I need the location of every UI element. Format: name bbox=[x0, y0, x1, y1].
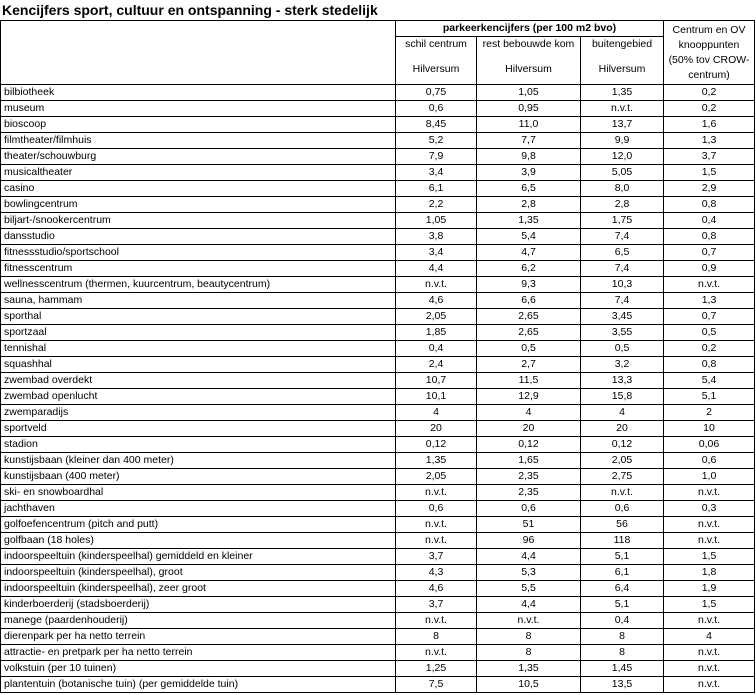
value-cell: 1,35 bbox=[396, 453, 477, 469]
value-cell: 10,7 bbox=[396, 373, 477, 389]
value-cell: 0,8 bbox=[664, 197, 755, 213]
table-row bbox=[1, 677, 755, 693]
value-cell: 1,8 bbox=[664, 565, 755, 581]
value-cell: 1,65 bbox=[477, 453, 581, 469]
value-cell: 2,35 bbox=[477, 485, 581, 501]
value-cell: n.v.t. bbox=[477, 613, 581, 629]
row-label: casino bbox=[1, 181, 396, 197]
row-label: bilbiotheek bbox=[1, 85, 396, 101]
col-header-place: Hilversum bbox=[412, 63, 460, 75]
col-header-rest bbox=[477, 37, 581, 85]
col-header-buiten bbox=[581, 37, 664, 85]
value-cell: 56 bbox=[581, 517, 664, 533]
row-label: sportzaal bbox=[1, 325, 396, 341]
value-cell: 5,4 bbox=[664, 373, 755, 389]
row-label: theater/schouwburg bbox=[1, 149, 396, 165]
value-cell: 4,6 bbox=[396, 581, 477, 597]
table-body bbox=[1, 21, 755, 693]
value-cell: 7,7 bbox=[477, 133, 581, 149]
value-cell: 0,5 bbox=[477, 341, 581, 357]
value-cell: 0,6 bbox=[664, 453, 755, 469]
value-cell: 0,5 bbox=[581, 341, 664, 357]
row-label: bowlingcentrum bbox=[1, 197, 396, 213]
value-cell: 0,3 bbox=[664, 501, 755, 517]
value-cell: 2,9 bbox=[664, 181, 755, 197]
value-cell: 10,5 bbox=[477, 677, 581, 693]
label-header-cell bbox=[1, 21, 396, 85]
value-cell: 1,5 bbox=[664, 165, 755, 181]
value-cell: n.v.t. bbox=[664, 485, 755, 501]
table-row bbox=[1, 453, 755, 469]
value-cell: 2,65 bbox=[477, 325, 581, 341]
value-cell: 8 bbox=[581, 629, 664, 645]
row-label: dansstudio bbox=[1, 229, 396, 245]
row-label: golfoefencentrum (pitch and putt) bbox=[1, 517, 396, 533]
table-row bbox=[1, 645, 755, 661]
row-label: manege (paardenhouderij) bbox=[1, 613, 396, 629]
value-cell: 0,2 bbox=[664, 101, 755, 117]
row-label: musicaltheater bbox=[1, 165, 396, 181]
value-cell: n.v.t. bbox=[664, 517, 755, 533]
value-cell: 2 bbox=[664, 405, 755, 421]
value-cell: 2,05 bbox=[581, 453, 664, 469]
value-cell: 9,8 bbox=[477, 149, 581, 165]
table-row bbox=[1, 165, 755, 181]
value-cell: 1,5 bbox=[664, 597, 755, 613]
row-label: ski- en snowboardhal bbox=[1, 485, 396, 501]
value-cell: 2,35 bbox=[477, 469, 581, 485]
value-cell: 1,85 bbox=[396, 325, 477, 341]
row-label: tennishal bbox=[1, 341, 396, 357]
row-label: zwembad overdekt bbox=[1, 373, 396, 389]
value-cell: 1,75 bbox=[581, 213, 664, 229]
value-cell: 1,35 bbox=[581, 85, 664, 101]
value-cell: 118 bbox=[581, 533, 664, 549]
value-cell: 7,5 bbox=[396, 677, 477, 693]
value-cell: 2,4 bbox=[396, 357, 477, 373]
row-label: plantentuin (botanische tuin) (per gemiddelde tuin) bbox=[1, 677, 396, 693]
value-cell: 0,8 bbox=[664, 229, 755, 245]
value-cell: 4,3 bbox=[396, 565, 477, 581]
value-cell: 2,2 bbox=[396, 197, 477, 213]
table-row bbox=[1, 597, 755, 613]
table-row bbox=[1, 549, 755, 565]
value-cell: 1,25 bbox=[396, 661, 477, 677]
table-row bbox=[1, 613, 755, 629]
centrum-header: Centrum en OV knooppunten (50% tov CROW-centrum) bbox=[664, 21, 755, 85]
value-cell: 6,4 bbox=[581, 581, 664, 597]
value-cell: 8 bbox=[477, 629, 581, 645]
value-cell: 20 bbox=[581, 421, 664, 437]
value-cell: 12,0 bbox=[581, 149, 664, 165]
value-cell: 0,6 bbox=[396, 501, 477, 517]
value-cell: 9,9 bbox=[581, 133, 664, 149]
value-cell: 0,06 bbox=[664, 437, 755, 453]
value-cell: n.v.t. bbox=[396, 613, 477, 629]
value-cell: 6,1 bbox=[581, 565, 664, 581]
table-row bbox=[1, 213, 755, 229]
table-row bbox=[1, 389, 755, 405]
col-header-label: rest bebouwde kom bbox=[482, 38, 575, 50]
value-cell: n.v.t. bbox=[664, 277, 755, 293]
value-cell: 7,9 bbox=[396, 149, 477, 165]
value-cell: n.v.t. bbox=[581, 485, 664, 501]
value-cell: 5,1 bbox=[581, 597, 664, 613]
table-row bbox=[1, 501, 755, 517]
value-cell: 0,6 bbox=[477, 501, 581, 517]
col-header-schil bbox=[396, 37, 477, 85]
header-row-1 bbox=[1, 21, 755, 37]
value-cell: 10,3 bbox=[581, 277, 664, 293]
value-cell: 2,65 bbox=[477, 309, 581, 325]
table-row bbox=[1, 101, 755, 117]
value-cell: 10 bbox=[664, 421, 755, 437]
table-row bbox=[1, 581, 755, 597]
row-label: kinderboerderij (stadsboerderij) bbox=[1, 597, 396, 613]
value-cell: 0,7 bbox=[664, 309, 755, 325]
table-row bbox=[1, 357, 755, 373]
value-cell: 2,7 bbox=[477, 357, 581, 373]
value-cell: 0,7 bbox=[664, 245, 755, 261]
value-cell: 13,5 bbox=[581, 677, 664, 693]
value-cell: 7,4 bbox=[581, 293, 664, 309]
value-cell: 0,12 bbox=[581, 437, 664, 453]
value-cell: 4 bbox=[396, 405, 477, 421]
value-cell: 8,45 bbox=[396, 117, 477, 133]
row-label: bioscoop bbox=[1, 117, 396, 133]
table-row bbox=[1, 245, 755, 261]
value-cell: n.v.t. bbox=[396, 645, 477, 661]
value-cell: 96 bbox=[477, 533, 581, 549]
value-cell: 2,8 bbox=[581, 197, 664, 213]
row-label: museum bbox=[1, 101, 396, 117]
table-row bbox=[1, 197, 755, 213]
value-cell: 1,3 bbox=[664, 293, 755, 309]
value-cell: 6,5 bbox=[581, 245, 664, 261]
value-cell: 12,9 bbox=[477, 389, 581, 405]
row-label: stadion bbox=[1, 437, 396, 453]
value-cell: 0,12 bbox=[477, 437, 581, 453]
value-cell: 5,5 bbox=[477, 581, 581, 597]
value-cell: 5,3 bbox=[477, 565, 581, 581]
value-cell: 51 bbox=[477, 517, 581, 533]
value-cell: 3,45 bbox=[581, 309, 664, 325]
row-label: squashhal bbox=[1, 357, 396, 373]
row-label: wellnesscentrum (thermen, kuurcentrum, beautycentrum) bbox=[1, 277, 396, 293]
value-cell: 0,95 bbox=[477, 101, 581, 117]
value-cell: 0,4 bbox=[664, 213, 755, 229]
table-row bbox=[1, 229, 755, 245]
value-cell: 5,05 bbox=[581, 165, 664, 181]
value-cell: 0,4 bbox=[396, 341, 477, 357]
table-row bbox=[1, 325, 755, 341]
value-cell: 1,05 bbox=[477, 85, 581, 101]
value-cell: 3,7 bbox=[396, 549, 477, 565]
value-cell: 11,5 bbox=[477, 373, 581, 389]
value-cell: 4 bbox=[477, 405, 581, 421]
col-header-label: buitengebied bbox=[591, 38, 653, 50]
value-cell: 1,0 bbox=[664, 469, 755, 485]
value-cell: 1,35 bbox=[477, 213, 581, 229]
value-cell: 0,2 bbox=[664, 85, 755, 101]
value-cell: 5,2 bbox=[396, 133, 477, 149]
row-label: dierenpark per ha netto terrein bbox=[1, 629, 396, 645]
table-row bbox=[1, 517, 755, 533]
row-label: sauna, hammam bbox=[1, 293, 396, 309]
value-cell: n.v.t. bbox=[664, 677, 755, 693]
value-cell: 0,4 bbox=[581, 613, 664, 629]
value-cell: 3,7 bbox=[396, 597, 477, 613]
value-cell: 2,8 bbox=[477, 197, 581, 213]
value-cell: 3,9 bbox=[477, 165, 581, 181]
table-row bbox=[1, 629, 755, 645]
value-cell: 8,0 bbox=[581, 181, 664, 197]
col-header-place: Hilversum bbox=[505, 63, 552, 75]
value-cell: 0,12 bbox=[396, 437, 477, 453]
row-label: volkstuin (per 10 tuinen) bbox=[1, 661, 396, 677]
value-cell: 0,9 bbox=[664, 261, 755, 277]
value-cell: 8 bbox=[477, 645, 581, 661]
value-cell: 1,35 bbox=[477, 661, 581, 677]
value-cell: n.v.t. bbox=[664, 533, 755, 549]
table-row bbox=[1, 261, 755, 277]
value-cell: n.v.t. bbox=[396, 533, 477, 549]
value-cell: 6,5 bbox=[477, 181, 581, 197]
value-cell: 4 bbox=[664, 629, 755, 645]
value-cell: 1,05 bbox=[396, 213, 477, 229]
value-cell: 10,1 bbox=[396, 389, 477, 405]
row-label: zwemparadijs bbox=[1, 405, 396, 421]
value-cell: n.v.t. bbox=[581, 101, 664, 117]
value-cell: 2,05 bbox=[396, 309, 477, 325]
value-cell: 4 bbox=[581, 405, 664, 421]
value-cell: 8 bbox=[396, 629, 477, 645]
value-cell: n.v.t. bbox=[396, 485, 477, 501]
value-cell: 1,45 bbox=[581, 661, 664, 677]
value-cell: 0,8 bbox=[664, 357, 755, 373]
value-cell: 5,1 bbox=[664, 389, 755, 405]
value-cell: 3,4 bbox=[396, 165, 477, 181]
value-cell: 4,6 bbox=[396, 293, 477, 309]
value-cell: 2,05 bbox=[396, 469, 477, 485]
value-cell: 15,8 bbox=[581, 389, 664, 405]
table-row bbox=[1, 469, 755, 485]
table-row bbox=[1, 661, 755, 677]
value-cell: 3,4 bbox=[396, 245, 477, 261]
row-label: filmtheater/filmhuis bbox=[1, 133, 396, 149]
table-row bbox=[1, 533, 755, 549]
value-cell: 6,2 bbox=[477, 261, 581, 277]
table-row bbox=[1, 293, 755, 309]
value-cell: 0,6 bbox=[396, 101, 477, 117]
value-cell: 9,3 bbox=[477, 277, 581, 293]
row-label: indoorspeeltuin (kinderspeelhal) gemiddeld en kleiner bbox=[1, 549, 396, 565]
row-label: kunstijsbaan (400 meter) bbox=[1, 469, 396, 485]
row-label: golfbaan (18 holes) bbox=[1, 533, 396, 549]
table-row bbox=[1, 405, 755, 421]
row-label: sporthal bbox=[1, 309, 396, 325]
value-cell: 6,1 bbox=[396, 181, 477, 197]
value-cell: n.v.t. bbox=[396, 517, 477, 533]
value-cell: 6,6 bbox=[477, 293, 581, 309]
group-header: parkeerkencijfers (per 100 m2 bvo) bbox=[396, 21, 664, 37]
value-cell: 1,3 bbox=[664, 133, 755, 149]
parking-table bbox=[0, 20, 755, 693]
col-header-label: schil centrum bbox=[405, 38, 467, 50]
value-cell: 0,6 bbox=[581, 501, 664, 517]
row-label: sportveld bbox=[1, 421, 396, 437]
row-label: kunstijsbaan (kleiner dan 400 meter) bbox=[1, 453, 396, 469]
value-cell: 2,75 bbox=[581, 469, 664, 485]
row-label: fitnesscentrum bbox=[1, 261, 396, 277]
row-label: biljart-/snookercentrum bbox=[1, 213, 396, 229]
col-header-place: Hilversum bbox=[598, 63, 646, 75]
value-cell: 7,4 bbox=[581, 261, 664, 277]
table-row bbox=[1, 277, 755, 293]
table-row bbox=[1, 309, 755, 325]
table-row bbox=[1, 565, 755, 581]
table-row bbox=[1, 437, 755, 453]
value-cell: 4,7 bbox=[477, 245, 581, 261]
value-cell: 5,1 bbox=[581, 549, 664, 565]
table-row bbox=[1, 373, 755, 389]
value-cell: n.v.t. bbox=[664, 661, 755, 677]
value-cell: 5,4 bbox=[477, 229, 581, 245]
value-cell: 13,3 bbox=[581, 373, 664, 389]
value-cell: 20 bbox=[396, 421, 477, 437]
table-row bbox=[1, 117, 755, 133]
value-cell: 3,2 bbox=[581, 357, 664, 373]
value-cell: 13,7 bbox=[581, 117, 664, 133]
row-label: attractie- en pretpark per ha netto terrein bbox=[1, 645, 396, 661]
value-cell: 4,4 bbox=[396, 261, 477, 277]
value-cell: 3,7 bbox=[664, 149, 755, 165]
page-title: Kencijfers sport, cultuur en ontspanning - sterk stedelijk bbox=[2, 2, 378, 18]
value-cell: n.v.t. bbox=[664, 645, 755, 661]
table-row bbox=[1, 181, 755, 197]
row-label: jachthaven bbox=[1, 501, 396, 517]
value-cell: 1,5 bbox=[664, 549, 755, 565]
value-cell: 1,6 bbox=[664, 117, 755, 133]
row-label: indoorspeeltuin (kinderspeelhal), zeer groot bbox=[1, 581, 396, 597]
value-cell: 20 bbox=[477, 421, 581, 437]
value-cell: 0,5 bbox=[664, 325, 755, 341]
table-row bbox=[1, 133, 755, 149]
value-cell: 1,9 bbox=[664, 581, 755, 597]
value-cell: n.v.t. bbox=[396, 277, 477, 293]
value-cell: 3,8 bbox=[396, 229, 477, 245]
table-row bbox=[1, 485, 755, 501]
table-row bbox=[1, 341, 755, 357]
row-label: fitnessstudio/sportschool bbox=[1, 245, 396, 261]
value-cell: 4,4 bbox=[477, 549, 581, 565]
value-cell: 3,55 bbox=[581, 325, 664, 341]
table-row bbox=[1, 421, 755, 437]
value-cell: 0,75 bbox=[396, 85, 477, 101]
value-cell: 4,4 bbox=[477, 597, 581, 613]
value-cell: 7,4 bbox=[581, 229, 664, 245]
row-label: indoorspeeltuin (kinderspeelhal), groot bbox=[1, 565, 396, 581]
value-cell: 0,2 bbox=[664, 341, 755, 357]
row-label: zwembad openlucht bbox=[1, 389, 396, 405]
value-cell: 11,0 bbox=[477, 117, 581, 133]
table-row bbox=[1, 149, 755, 165]
table-row bbox=[1, 85, 755, 101]
value-cell: n.v.t. bbox=[664, 613, 755, 629]
value-cell: 8 bbox=[581, 645, 664, 661]
